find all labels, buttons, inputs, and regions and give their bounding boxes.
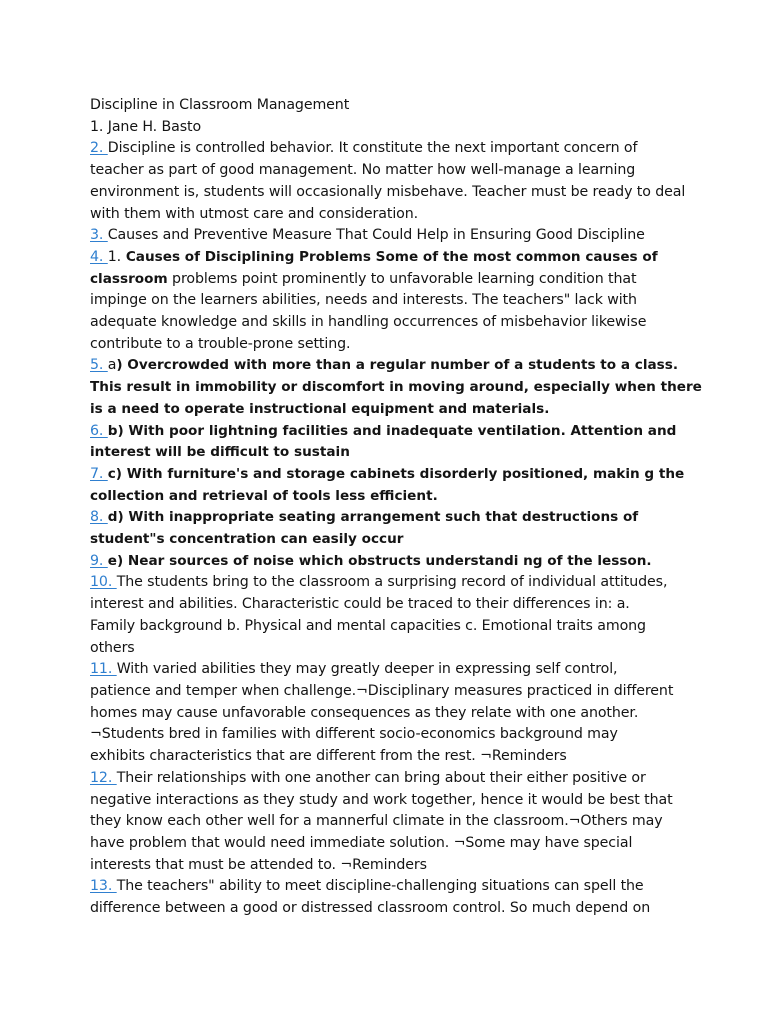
paragraph-number-link[interactable]: 4. [90,248,108,265]
body-text: with them with utmost care and consideration. [90,205,419,222]
bold-text: b) With poor lightning facilities and inadequate ventilation. Attention and [107,422,677,439]
bold-text: Causes of Disciplining Problems Some of the most common causes of [121,248,658,265]
paragraph [90,421,683,464]
text-line [90,355,683,377]
paragraph [90,572,683,659]
body-text: they know each other well for a mannerful climate in the classroom.¬Others may [90,813,663,830]
text-line [90,551,683,573]
body-text: interests that must be attended to. ¬Reminders [90,856,427,873]
body-text: problems point prominently to unfavorable learning condition that [167,270,637,287]
body-text: ¬Students bred in families with different socio-economics background may [90,726,618,743]
text-line [90,833,683,855]
bold-text: is a need to operate instructional equipment and materials. [90,400,550,417]
text-line [90,160,683,182]
paragraph-number-link[interactable]: 13. [90,878,117,895]
bold-text: interest will be difficult to sustain [90,444,350,461]
paragraph [90,507,683,550]
text-line [90,464,683,486]
text-line [90,768,683,790]
paragraph [90,768,683,877]
body-text: patience and temper when challenge.¬Disciplinary measures practiced in different [90,682,674,699]
text-line [90,138,683,160]
bold-text: d) With inappropriate seating arrangement such that destructions of [107,509,639,526]
paragraph-number-link[interactable]: 10. [90,574,117,591]
bold-text: student"s concentration can easily occur [90,531,404,548]
text-line [90,876,683,898]
text-line [90,334,683,356]
body-text: The teachers" ability to meet discipline-challenging situations can spell the [116,878,644,895]
body-text: Discipline is controlled behavior. It constitute the next important concern of [107,140,638,157]
document-body [90,138,702,919]
text-line [90,703,683,725]
paragraph [90,138,686,225]
text-line [90,290,683,312]
text-line [90,247,683,269]
body-text: others [90,639,135,656]
paragraph-number-link[interactable]: 3. [90,227,108,244]
text-line [90,790,683,812]
paragraph-number-link[interactable]: 8. [90,509,108,526]
text-line [90,442,683,464]
body-text: Causes and Preventive Measure That Could Help in Ensuring Good Discipline [107,227,645,244]
paragraph-number-link[interactable]: 6. [90,422,108,439]
text-line [90,746,683,768]
author-line: 1. Jane H. Basto [90,118,202,135]
paragraph [90,355,702,420]
text-line [90,182,686,204]
bold-text: c) With furniture's and storage cabinets disorderly positioned, makin g the [107,465,685,482]
paragraph-number-link[interactable]: 2. [90,140,108,157]
body-text: The students bring to the classroom a surprising record of individual attitudes, [116,574,668,591]
bold-text: ) Overcrowded with more than a regular number of a students to a class. [116,357,678,374]
text-line [90,659,683,681]
body-text: interest and abilities. Characteristic could be traced to their differences in: a. [90,596,630,613]
body-text: Their relationships with one another can bring about their either positive or [116,769,646,786]
text-line [90,507,683,529]
body-text: contribute to a trouble-prone setting. [90,335,351,352]
bold-text: e) Near sources of noise which obstructs understandi ng of the lesson. [107,552,652,569]
paragraph-number-link[interactable]: 11. [90,661,117,678]
text-line [90,269,683,291]
text-line [90,616,683,638]
paragraph [90,876,683,919]
text-line [90,572,683,594]
text-line [90,855,683,877]
text-line [90,811,683,833]
paragraph-number-link[interactable]: 5. [90,357,108,374]
body-text: have problem that would need immediate solution. ¬Some may have special [90,834,633,851]
text-line [90,724,683,746]
paragraph-number-link[interactable]: 9. [90,552,108,569]
paragraph [90,464,683,507]
body-text: Family background b. Physical and mental capacities c. Emotional traits among [90,617,646,634]
text-line [90,204,683,226]
text-line [90,486,683,508]
document-title: Discipline in Classroom Management [90,97,350,113]
body-text: adequate knowledge and skills in handling occurrences of misbehavior likewise [90,314,647,331]
bold-text: collection and retrieval of tools less efficient. [90,487,438,504]
text-line [90,312,683,334]
bold-text: classroom [90,270,168,287]
body-text: negative interactions as they study and work together, hence it would be best that [90,791,673,808]
text-line [90,377,702,399]
body-text: environment is, students will occasionally misbehave. Teacher must be ready to deal [90,183,686,200]
text-line [90,399,683,421]
body-text: teacher as part of good management. No matter how well-manage a learning [90,162,636,179]
paragraph-number-link[interactable]: 12. [90,769,117,786]
body-text: a [107,357,117,374]
paragraph [90,225,683,247]
paragraph [90,551,683,573]
text-line [90,225,683,247]
paragraph [90,659,683,768]
body-text: exhibits characteristics that are different from the rest. ¬Reminders [90,748,567,765]
paragraph [90,247,683,356]
body-text: impinge on the learners abilities, needs and interests. The teachers" lack with [90,292,637,309]
text-line [90,594,683,616]
paragraph-number-link[interactable]: 7. [90,465,108,482]
bold-text: This result in immobility or discomfort in moving around, especially when there [90,379,702,396]
text-line [90,638,683,660]
body-text: difference between a good or distressed classroom control. So much depend on [90,900,651,917]
text-line [90,529,683,551]
body-text: 1. [107,248,122,265]
text-line [90,421,683,443]
body-text: With varied abilities they may greatly deeper in expressing self control, [116,661,618,678]
text-line [90,681,683,703]
text-line [90,898,683,920]
body-text: homes may cause unfavorable consequences as they relate with one another. [90,704,639,721]
